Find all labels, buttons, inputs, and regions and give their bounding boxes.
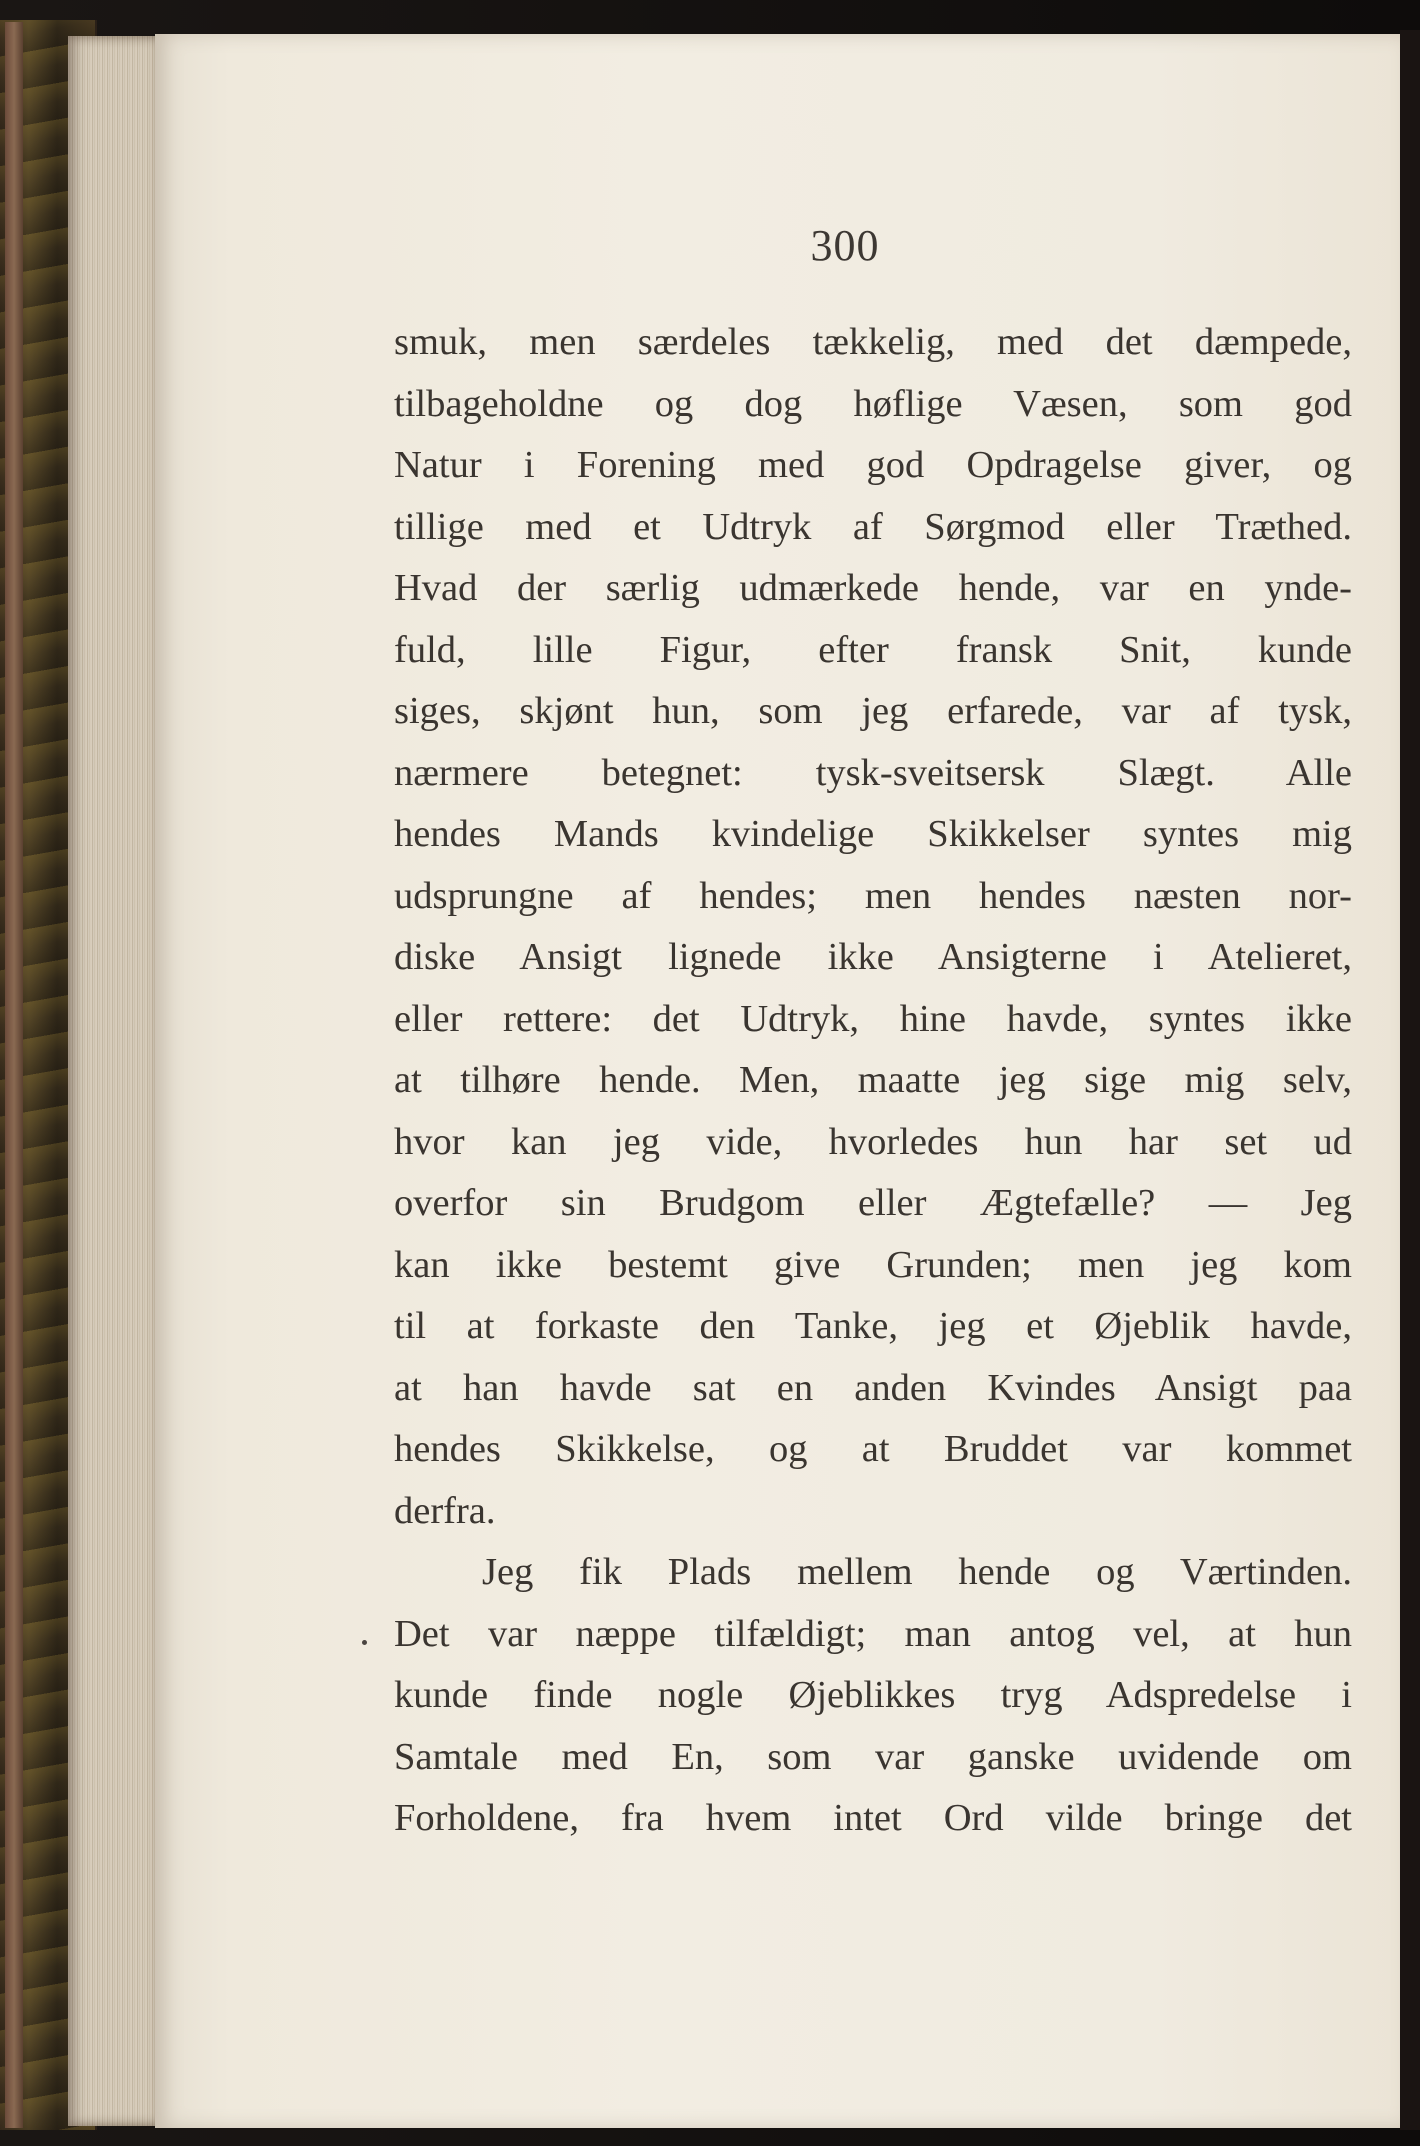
page-number: 300	[810, 221, 880, 270]
text-line: Samtale med En, som var ganske uvidende om	[394, 1735, 1352, 1778]
text-line: til at forkaste den Tanke, jeg et Øjeblik havde,	[394, 1305, 1352, 1347]
body-text	[394, 312, 1352, 1850]
text-line: smuk, men særdeles tækkelig, med det dæmpede,	[394, 321, 1352, 363]
text-line: fuld, lille Figur, efter fransk Snit, kunde	[394, 628, 1352, 671]
text-line: hendes Mands kvindelige Skikkelser syntes mig	[394, 813, 1352, 855]
text-line: hvor kan jeg vide, hvorledes hun har set ud	[394, 1120, 1352, 1163]
text-line: Natur i Forening med god Opdragelse giver, og	[394, 444, 1352, 486]
page-edges	[68, 36, 163, 2126]
text-line: overfor sin Brudgom eller Ægtefælle? — Jeg	[394, 1182, 1352, 1224]
text-line: Forholdene, fra hvem intet Ord vilde bringe det	[394, 1797, 1352, 1839]
text-line: eller rettere: det Udtryk, hine havde, syntes ikke	[394, 997, 1352, 1040]
text-line: siges, skjønt hun, som jeg erfarede, var af tysk,	[394, 690, 1352, 732]
text-line: kunde finde nogle Øjeblikkes tryg Adspredelse i	[394, 1674, 1352, 1716]
text-line: Hvad der særlig udmærkede hende, var en ynde-	[394, 567, 1352, 609]
text-line: at tilhøre hende. Men, maatte jeg sige mig selv,	[394, 1059, 1352, 1101]
text-line: diske Ansigt lignede ikke Ansigterne i Atelieret,	[394, 936, 1352, 978]
text-line: at han havde sat en anden Kvindes Ansigt paa	[394, 1366, 1352, 1409]
text-line: kan ikke bestemt give Grunden; men jeg kom	[394, 1243, 1352, 1286]
text-line: Det var næppe tilfældigt; man antog vel, at hun	[394, 1612, 1352, 1655]
margin-dot	[362, 1640, 367, 1645]
page-right-shadow	[1400, 30, 1420, 2130]
text-line: nærmere betegnet: tysk-sveitsersk Slægt. Alle	[394, 751, 1352, 794]
text-line: tilbageholdne og dog høflige Væsen, som god	[394, 382, 1352, 425]
text-line: tillige med et Udtryk af Sørgmod eller Træthed.	[394, 505, 1352, 548]
text-line: derfra.	[394, 1489, 496, 1532]
text-line: hendes Skikkelse, og at Bruddet var kommet	[394, 1428, 1352, 1470]
cover-edge	[5, 22, 23, 2128]
text-line: udsprungne af hendes; men hendes næsten nor-	[394, 874, 1352, 917]
text-line: Jeg fik Plads mellem hende og Værtinden.	[482, 1551, 1352, 1593]
